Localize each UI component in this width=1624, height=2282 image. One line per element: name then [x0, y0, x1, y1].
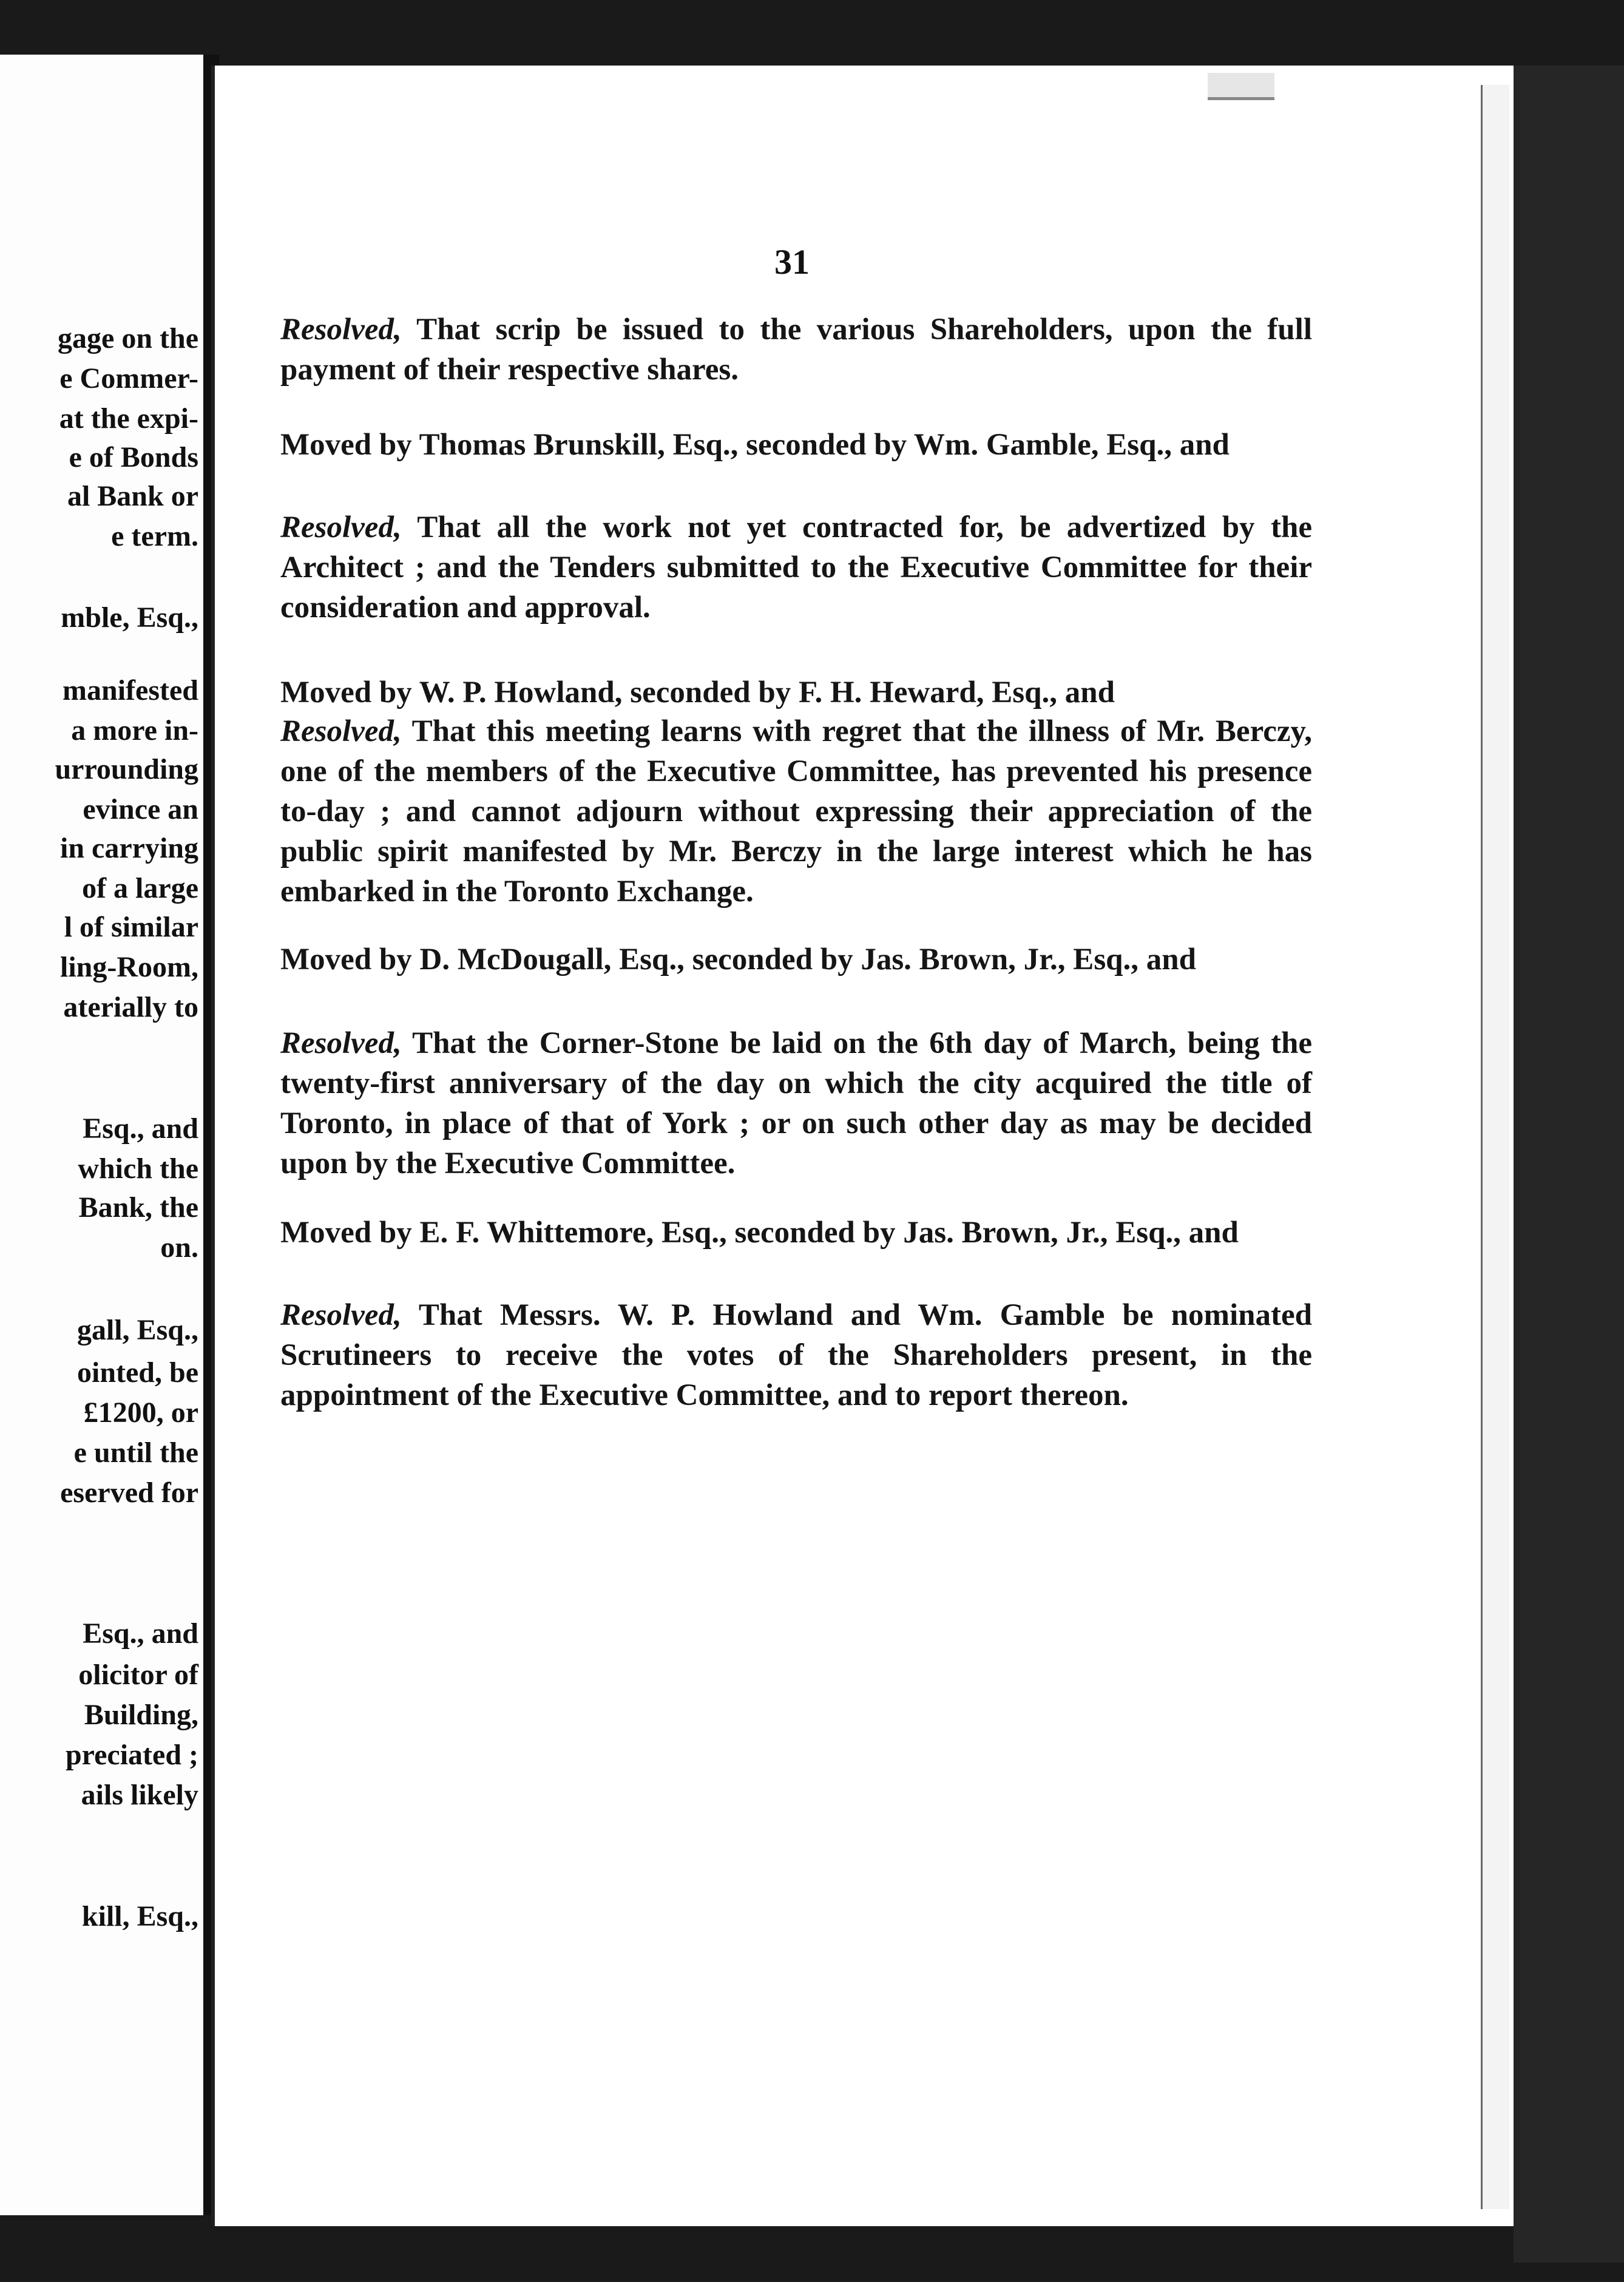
left-page-line: ails likely: [81, 1779, 198, 1811]
paragraph-motion-whittemore: [280, 1213, 1312, 1253]
left-page-line: e term.: [111, 520, 198, 552]
left-page-line: £1200, or: [83, 1397, 198, 1429]
paragraph-text: That this meeting learns with regret that the illness of Mr. Berczy, one of the members of the Executive Committee, has prevented his presence to-day ; and cannot adjourn without expressing their appreciation of the public spirit manifested by Mr. Berczy in the large interest which he has embarked in the Toronto Exchange.: [280, 714, 1312, 909]
left-page-line: ling-Room,: [60, 951, 198, 983]
left-page-line: gall, Esq.,: [76, 1314, 198, 1346]
paragraph-scrutineers: [280, 1295, 1312, 1415]
resolved-label: Resolved,: [280, 714, 402, 748]
book-binding: [1514, 66, 1624, 2263]
paragraph-text: That scrip be issued to the various Shareholders, upon the full payment of their respective shares.: [280, 313, 1312, 387]
paragraph-work: [280, 507, 1312, 628]
left-page: [0, 55, 203, 2215]
paragraph-text: Moved by E. F. Whittemore, Esq., seconded by Jas. Brown, Jr., Esq., and: [280, 1216, 1239, 1250]
resolved-label: Resolved,: [280, 510, 402, 544]
left-page-line: of a large: [82, 872, 198, 904]
left-page-line: Esq., and: [83, 1617, 198, 1650]
paragraph-text: That all the work not yet contracted for, be advertized by the Architect ; and the Tenders submitted to the Executive Committee for their consideration and approval.: [280, 510, 1312, 625]
paragraph-berczy: [280, 711, 1312, 912]
left-page-line: Building,: [84, 1699, 198, 1731]
left-page-line: olicitor of: [78, 1659, 198, 1691]
left-page-line: eserved for: [60, 1477, 198, 1509]
paragraph-text: Moved by D. McDougall, Esq., seconded by Jas. Brown, Jr., Esq., and: [280, 943, 1197, 977]
paragraph-text: That Messrs. W. P. Howland and Wm. Gamble be nominated Scrutineers to receive the votes of the Shareholders present, in the appointment of the Executive Committee, and to report thereon.: [280, 1298, 1312, 1412]
resolved-label: Resolved,: [280, 1026, 402, 1060]
left-page-line: a more in-: [71, 714, 198, 747]
left-page-line: urrounding: [55, 753, 198, 785]
left-page-line: e until the: [73, 1437, 198, 1469]
paragraph-scrip: [280, 310, 1312, 390]
paragraph-text: Moved by Thomas Brunskill, Esq., seconded by Wm. Gamble, Esq., and: [280, 428, 1230, 462]
left-page-line: on.: [160, 1231, 198, 1264]
paragraph-motion-brunskill: [280, 425, 1312, 465]
left-page-line: manifested: [63, 674, 198, 706]
left-page-line: kill, Esq.,: [81, 1900, 198, 1932]
left-page-line: preciated ;: [65, 1739, 198, 1771]
paragraph-motion-howland: [280, 672, 1312, 713]
left-page-line: e Commer-: [59, 362, 198, 394]
page-edge: [1481, 85, 1509, 2209]
paragraph-corner-stone: [280, 1023, 1312, 1183]
resolved-label: Resolved,: [280, 1298, 402, 1332]
left-page-line: al Bank or: [67, 480, 198, 512]
paragraph-motion-mcdougall: [280, 940, 1312, 980]
resolved-label: Resolved,: [280, 313, 402, 347]
left-page-line: evince an: [83, 793, 198, 825]
left-page-line: gage on the: [58, 322, 198, 354]
left-page-line: e of Bonds: [69, 441, 198, 473]
left-page-line: which the: [78, 1153, 198, 1185]
left-page-line: l of similar: [64, 911, 198, 943]
left-page-line: Bank, the: [78, 1191, 198, 1224]
left-page-line: at the expi-: [59, 402, 198, 435]
left-page-line: mble, Esq.,: [61, 601, 198, 634]
left-page-line: Esq., and: [83, 1112, 198, 1145]
left-page-line: in carrying: [60, 832, 198, 864]
paragraph-text: Moved by W. P. Howland, seconded by F. H. Heward, Esq., and: [280, 675, 1115, 709]
torn-corner: [1208, 73, 1274, 100]
left-page-line: aterially to: [63, 991, 198, 1023]
left-page-line: ointed, be: [76, 1356, 198, 1389]
paragraph-text: That the Corner-Stone be laid on the 6th day of March, being the twenty-first anniversary of the day on which the city acquired the title of Toronto, in place of that of York ; or on such other day as may be decided upon by the Executive Committee.: [280, 1026, 1312, 1180]
page-number: 31: [774, 242, 810, 282]
